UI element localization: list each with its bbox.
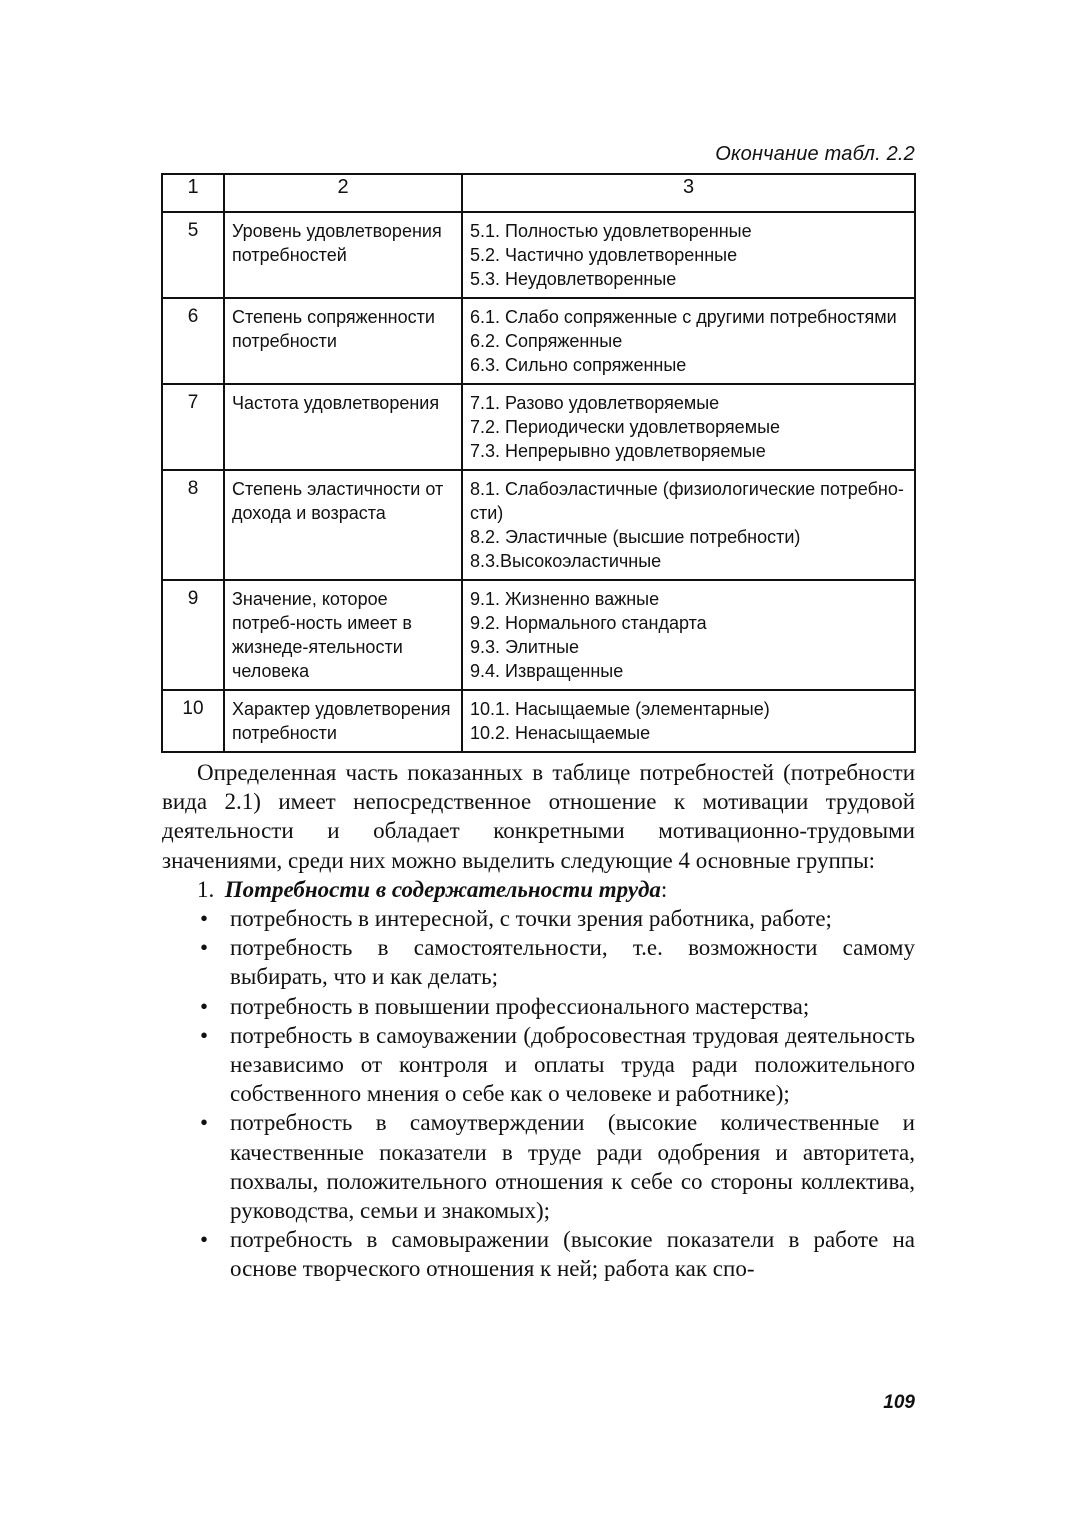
group-title: Потребности в содержательности труда: [224, 876, 661, 902]
row-name-cell: Характер удовлетворения потребности: [224, 690, 462, 752]
page-number: 109: [883, 1392, 915, 1413]
group-number: 1.: [197, 876, 215, 902]
table-row: [162, 580, 915, 690]
row-items-cell: [462, 690, 915, 752]
table-row: [162, 212, 915, 298]
bullet-text: потребность в самовыражении (высокие показатели в работе на основе творческого отношения к ней; работа как спо-: [230, 1227, 915, 1282]
row-name-cell: Уровень удовлетворения потребностей: [224, 212, 462, 298]
row-items-cell: [462, 212, 915, 298]
item-line: 9.4. Извращенные: [470, 661, 624, 681]
bullet-icon: •: [200, 993, 209, 1019]
body-text: [162, 758, 915, 1284]
row-name-cell: Степень эластичности от дохода и возраста: [224, 470, 462, 580]
row-name-cell: Степень сопряженности потребности: [224, 298, 462, 384]
item-line: 7.1. Разово удовлетворяемые: [470, 393, 720, 413]
bullet-text: потребность в повышении профессионального мастерства;: [230, 993, 810, 1019]
needs-table: [161, 173, 916, 753]
row-number-cell: 8: [162, 470, 224, 580]
bullet-item: [162, 904, 915, 933]
row-items-cell: [462, 470, 915, 580]
row-name-cell: Частота удовлетворения: [224, 384, 462, 470]
item-line: 10.1. Насыщаемые (элементарные): [470, 699, 770, 719]
header-cell: 2: [224, 174, 462, 212]
table-caption: Окончание табл. 2.2: [715, 143, 915, 165]
bullet-item: [162, 933, 915, 991]
row-number-cell: 10: [162, 690, 224, 752]
group-heading: [162, 875, 915, 904]
intro-paragraph: Определенная часть показанных в таблице потребностей (потребности вида 2.1) имеет непосредственное отношение к мотивации трудовой деятельности и обладает конкретными мотивационно-трудовыми значениями, среди них можно выделить следующие 4 основные группы:: [162, 760, 915, 873]
bullet-text: потребность в интересной, с точки зрения работника, работе;: [230, 906, 832, 932]
bullet-item: [162, 1225, 915, 1283]
row-name-cell: Значение, которое потреб-ность имеет в жизнеде-ятельности человека: [224, 580, 462, 690]
item-line: 7.2. Периодически удовлетворяемые: [470, 417, 781, 437]
table-body: [162, 212, 915, 752]
bullet-text: потребность в самоуважении (добросовестная трудовая деятельность независимо от контроля и оплаты труда ради положительного собственного мнения о себе как о человеке и работнике);: [230, 1022, 915, 1107]
bullet-item: [162, 992, 915, 1021]
bullet-item: [162, 1021, 915, 1109]
item-line: 7.3. Непрерывно удовлетворяемые: [470, 441, 766, 461]
row-items-cell: [462, 580, 915, 690]
table-row: [162, 470, 915, 580]
item-line: 5.3. Неудовлетворенные: [470, 269, 677, 289]
header-cell: 1: [162, 174, 224, 212]
item-line: 6.1. Слабо сопряженные с другими потребностями: [470, 307, 897, 327]
bullet-icon: •: [200, 1110, 209, 1136]
group-suffix: :: [660, 876, 668, 902]
item-line: 9.3. Элитные: [470, 637, 580, 657]
item-line: 6.3. Сильно сопряженные: [470, 355, 687, 375]
item-line: 9.1. Жизненно важные: [470, 589, 660, 609]
bullet-item: [162, 1108, 915, 1225]
item-line: 8.1. Слабоэластичные (физиологические потребно-сти): [470, 479, 904, 523]
item-line: 8.2. Эластичные (высшие потребности): [470, 527, 801, 547]
row-number-cell: 9: [162, 580, 224, 690]
row-items-cell: [462, 384, 915, 470]
table-header-row: [162, 174, 915, 212]
row-number-cell: 5: [162, 212, 224, 298]
table-row: [162, 690, 915, 752]
row-number-cell: 7: [162, 384, 224, 470]
header-cell: 3: [462, 174, 915, 212]
table-row: [162, 384, 915, 470]
item-line: 10.2. Ненасыщаемые: [470, 723, 651, 743]
bullet-text: потребность в самоутверждении (высокие количественные и качественные показатели в труде ради одобрения и авторитета, похвалы, положительного отношения к себе со стороны коллектива, руководства, семьи и знакомых);: [230, 1110, 915, 1224]
table-row: [162, 298, 915, 384]
row-items-cell: [462, 298, 915, 384]
bullet-text: потребность в самостоятельности, т.е. возможности самому выбирать, что и как делать;: [230, 935, 915, 990]
item-line: 5.2. Частично удовлетворенные: [470, 245, 738, 265]
bullet-icon: •: [200, 906, 209, 932]
bullet-icon: •: [200, 1022, 209, 1048]
item-line: 9.2. Нормального стандарта: [470, 613, 707, 633]
bullet-list: [162, 904, 915, 1284]
bullet-icon: •: [200, 1227, 209, 1253]
row-number-cell: 6: [162, 298, 224, 384]
item-line: 8.3.Высокоэластичные: [470, 551, 662, 571]
item-line: 5.1. Полностью удовлетворенные: [470, 221, 752, 241]
item-line: 6.2. Сопряженные: [470, 331, 623, 351]
bullet-icon: •: [200, 935, 209, 961]
